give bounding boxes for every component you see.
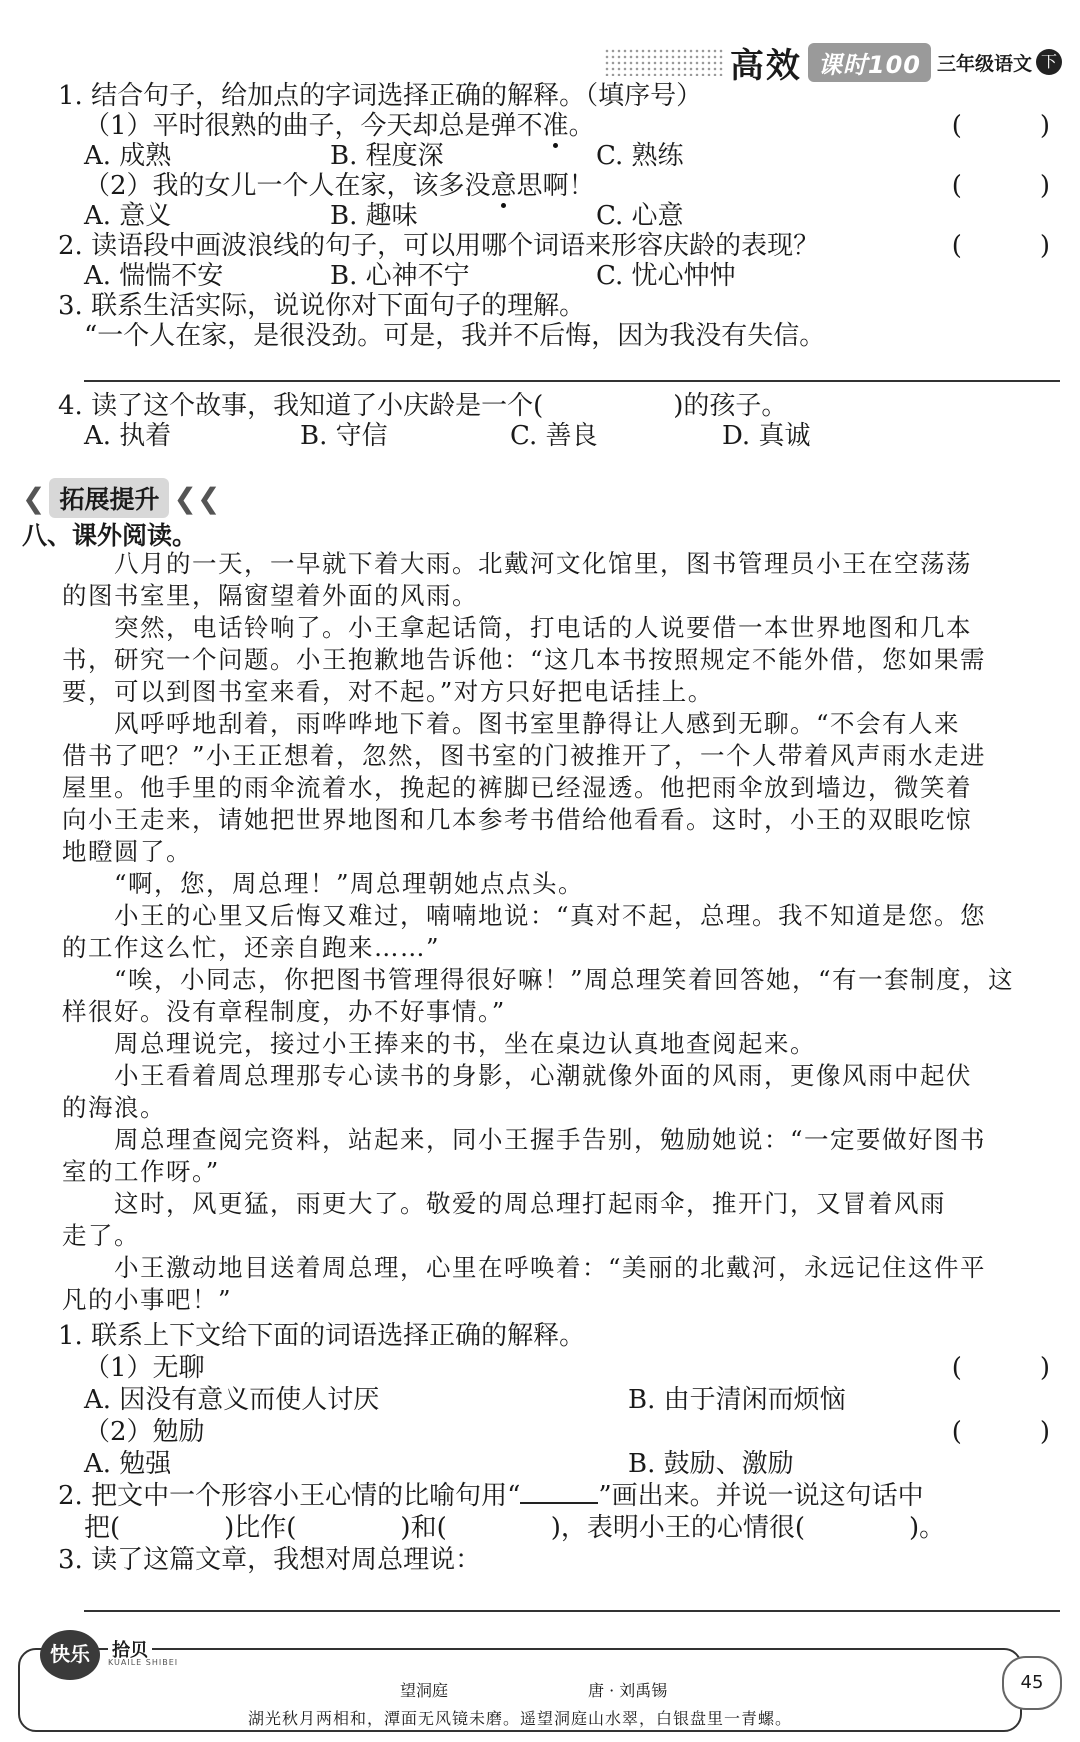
q1-s2-answer-blank[interactable]: ( ) (951, 171, 1050, 201)
p2-q2-pre: 2. 把文中一个形容小王心情的比喻句用“ (58, 1481, 521, 1511)
passage-line: 借书了吧？”小王正想着，忽然，图书室的门被推开了，一个人带着风声雨水走进 (62, 741, 987, 770)
p2-q3-answer-line[interactable] (84, 1610, 1060, 1612)
passage-line: 八月的一天，一早就下着大雨。北戴河文化馆里，图书管理员小王在空荡荡 (62, 549, 972, 578)
q1-sentence-2 (84, 170, 595, 202)
q4-option-a: A. 执着 (84, 421, 172, 451)
passage-line: 向小王走来，请她把世界地图和几本参考书借给他看看。这时，小王的双眼吃惊 (62, 805, 972, 834)
section-heading: 八、课外阅读。 (22, 521, 198, 550)
passage-line: 的海浪。 (62, 1093, 166, 1122)
header-brand: 课时100 (808, 43, 931, 82)
q2-option-a: A. 惴惴不安 (84, 261, 224, 291)
header-title: 高效 (729, 45, 802, 86)
passage-line: 周总理查阅完资料，站起来，同小王握手告别，勉励她说：“一定要做好图书 (62, 1125, 987, 1154)
q1-stem: 1. 结合句子，给加点的字词选择正确的解释。（填序号） (58, 81, 703, 111)
p2-q2-line2[interactable]: 把( )比作( )和( )，表明小王的心情很( )。 (84, 1513, 946, 1543)
q1-s2-option-c: C. 心意 (596, 201, 684, 231)
q1-s1-answer-blank[interactable]: ( ) (951, 111, 1050, 141)
passage-line: 室的工作呀。” (62, 1157, 220, 1186)
chevron-left-icon: ❮ (22, 481, 46, 515)
footer-sublabel: KUAILE SHIBEI (108, 1658, 179, 1667)
page-header (604, 38, 1062, 86)
passage-line: 小王激动地目送着周总理，心里在呼唤着：“美丽的北戴河，永远记住这件平 (62, 1253, 987, 1282)
poem-author: 唐 · 刘禹锡 (588, 1681, 668, 1700)
q1-s2-pre: （2）我的女儿一个人在家，该多 (84, 171, 465, 201)
q4-option-c: C. 善良 (510, 421, 598, 451)
q1-s2-dotted: 没意思 (464, 171, 543, 201)
passage-line: 的图书室里，隔窗望着外面的风雨。 (62, 581, 478, 610)
page-number: 45 (1002, 1656, 1062, 1710)
q2-answer-blank[interactable]: ( ) (951, 231, 1050, 261)
q1-s2-option-b: B. 趣味 (330, 201, 418, 231)
passage-line: 样很好。没有章程制度，办不好事情。” (62, 997, 506, 1026)
passage-line: 小王看着周总理那专心读书的身影，心潮就像外面的风雨，更像风雨中起伏 (62, 1061, 972, 1090)
passage-line: 这时，风更猛，雨更大了。敬爱的周总理打起雨伞，推开门，又冒着风雨 (62, 1189, 946, 1218)
passage-line: 屋里。他手里的雨伞流着水，挽起的裤脚已经湿透。他把雨伞放到墙边，微笑着 (62, 773, 972, 802)
p2-q1-s1-option-a: A. 因没有意义而使人讨厌 (84, 1385, 380, 1415)
passage-line: 的工作这么忙，还亲自跑来……” (62, 933, 441, 962)
q1-s2-option-a: A. 意义 (84, 201, 172, 231)
header-volume: 下 (1036, 49, 1062, 75)
passage-line: “唉，小同志，你把图书管理得很好嘛！”周总理笑着回答她，“有一套制度，这 (62, 965, 1015, 994)
header-decoration (604, 48, 724, 76)
p2-q2-underline-sample (520, 1480, 598, 1504)
p2-q3-stem: 3. 读了这篇文章，我想对周总理说： (58, 1545, 482, 1575)
q4-option-d: D. 真诚 (722, 421, 811, 451)
section-tag-label: 拓展提升 (49, 478, 169, 518)
passage-line: 要，可以到图书室来看，对不起。”对方只好把电话挂上。 (62, 677, 714, 706)
q1-s1-dotted: 准 (542, 111, 569, 141)
q2-stem: 2. 读语段中画波浪线的句子，可以用哪个词语来形容庆龄的表现？ (58, 231, 820, 261)
q3-answer-line[interactable] (84, 380, 1060, 382)
q1-s1-post: 。 (568, 111, 595, 141)
passage-line: 走了。 (62, 1221, 140, 1250)
passage-line: “啊，您，周总理！”周总理朝她点点头。 (62, 869, 585, 898)
p2-q1-stem: 1. 联系上下文给下面的词语选择正确的解释。 (58, 1321, 586, 1351)
q1-s1-option-c: C. 熟练 (596, 141, 684, 171)
p2-q1-s2-option-b: B. 鼓励、激励 (628, 1449, 794, 1479)
passage-line: 凡的小事吧！” (62, 1285, 233, 1314)
q1-s1-option-a: A. 成熟 (84, 141, 172, 171)
p2-q2-post: ”画出来。并说一说这句话中 (598, 1481, 924, 1511)
q2-option-c: C. 忧心忡忡 (596, 261, 736, 291)
q3-stem: 3. 联系生活实际，说说你对下面句子的理解。 (58, 291, 586, 321)
header-grade: 三年级语文 (936, 52, 1032, 75)
passage-line: 地瞪圆了。 (62, 837, 192, 866)
q2-option-b: B. 心神不宁 (330, 261, 470, 291)
p2-q1-s2-answer-blank[interactable]: ( ) (951, 1417, 1050, 1447)
q1-s1-pre: （1）平时很熟的曲子，今天却总是弹不 (84, 111, 543, 141)
section-tag (22, 478, 220, 518)
poem-title: 望洞庭 (400, 1681, 449, 1700)
passage-line: 周总理说完，接过小王捧来的书，坐在桌边认真地查阅起来。 (62, 1029, 816, 1058)
passage-line: 风呼呼地刮着，雨哗哗地下着。图书室里静得让人感到无聊。“不会有人来 (62, 709, 961, 738)
q1-sentence-1 (84, 110, 595, 142)
passage-line: 小王的心里又后悔又难过，喃喃地说：“真对不起，总理。我不知道是您。您 (62, 901, 987, 930)
q3-quote: “一个人在家，是很没劲。可是，我并不后悔，因为我没有失信。 (84, 321, 826, 351)
p2-q2-line1 (58, 1480, 924, 1512)
p2-q1-s2-option-a: A. 勉强 (84, 1449, 172, 1479)
footer-badge: 快乐 (40, 1630, 100, 1680)
passage-line: 书，研究一个问题。小王抱歉地告诉他：“这几本书按照规定不能外借，您如果需 (62, 645, 987, 674)
footer (18, 1630, 1062, 1730)
p2-q1-s1-option-b: B. 由于清闲而烦恼 (628, 1385, 846, 1415)
footer-label: 拾贝 (108, 1636, 152, 1662)
p2-q1-s1-label: （1）无聊 (84, 1353, 205, 1383)
p2-q1-s2-label: （2）勉励 (84, 1417, 205, 1447)
chevron-left-double-icon: ❮❮ (173, 481, 221, 515)
passage-line: 突然，电话铃响了。小王拿起话筒，打电话的人说要借一本世界地图和几本 (62, 613, 972, 642)
q1-s1-option-b: B. 程度深 (330, 141, 444, 171)
q4-stem: 4. 读了这个故事，我知道了小庆龄是一个( )的孩子。 (58, 391, 788, 421)
p2-q1-s1-answer-blank[interactable]: ( ) (951, 1353, 1050, 1383)
q1-s2-post: 啊！ (542, 171, 595, 201)
q4-option-b: B. 守信 (300, 421, 388, 451)
poem-line: 湖光秋月两相和，潭面无风镜未磨。遥望洞庭山水翠，白银盘里一青螺。 (247, 1709, 792, 1728)
